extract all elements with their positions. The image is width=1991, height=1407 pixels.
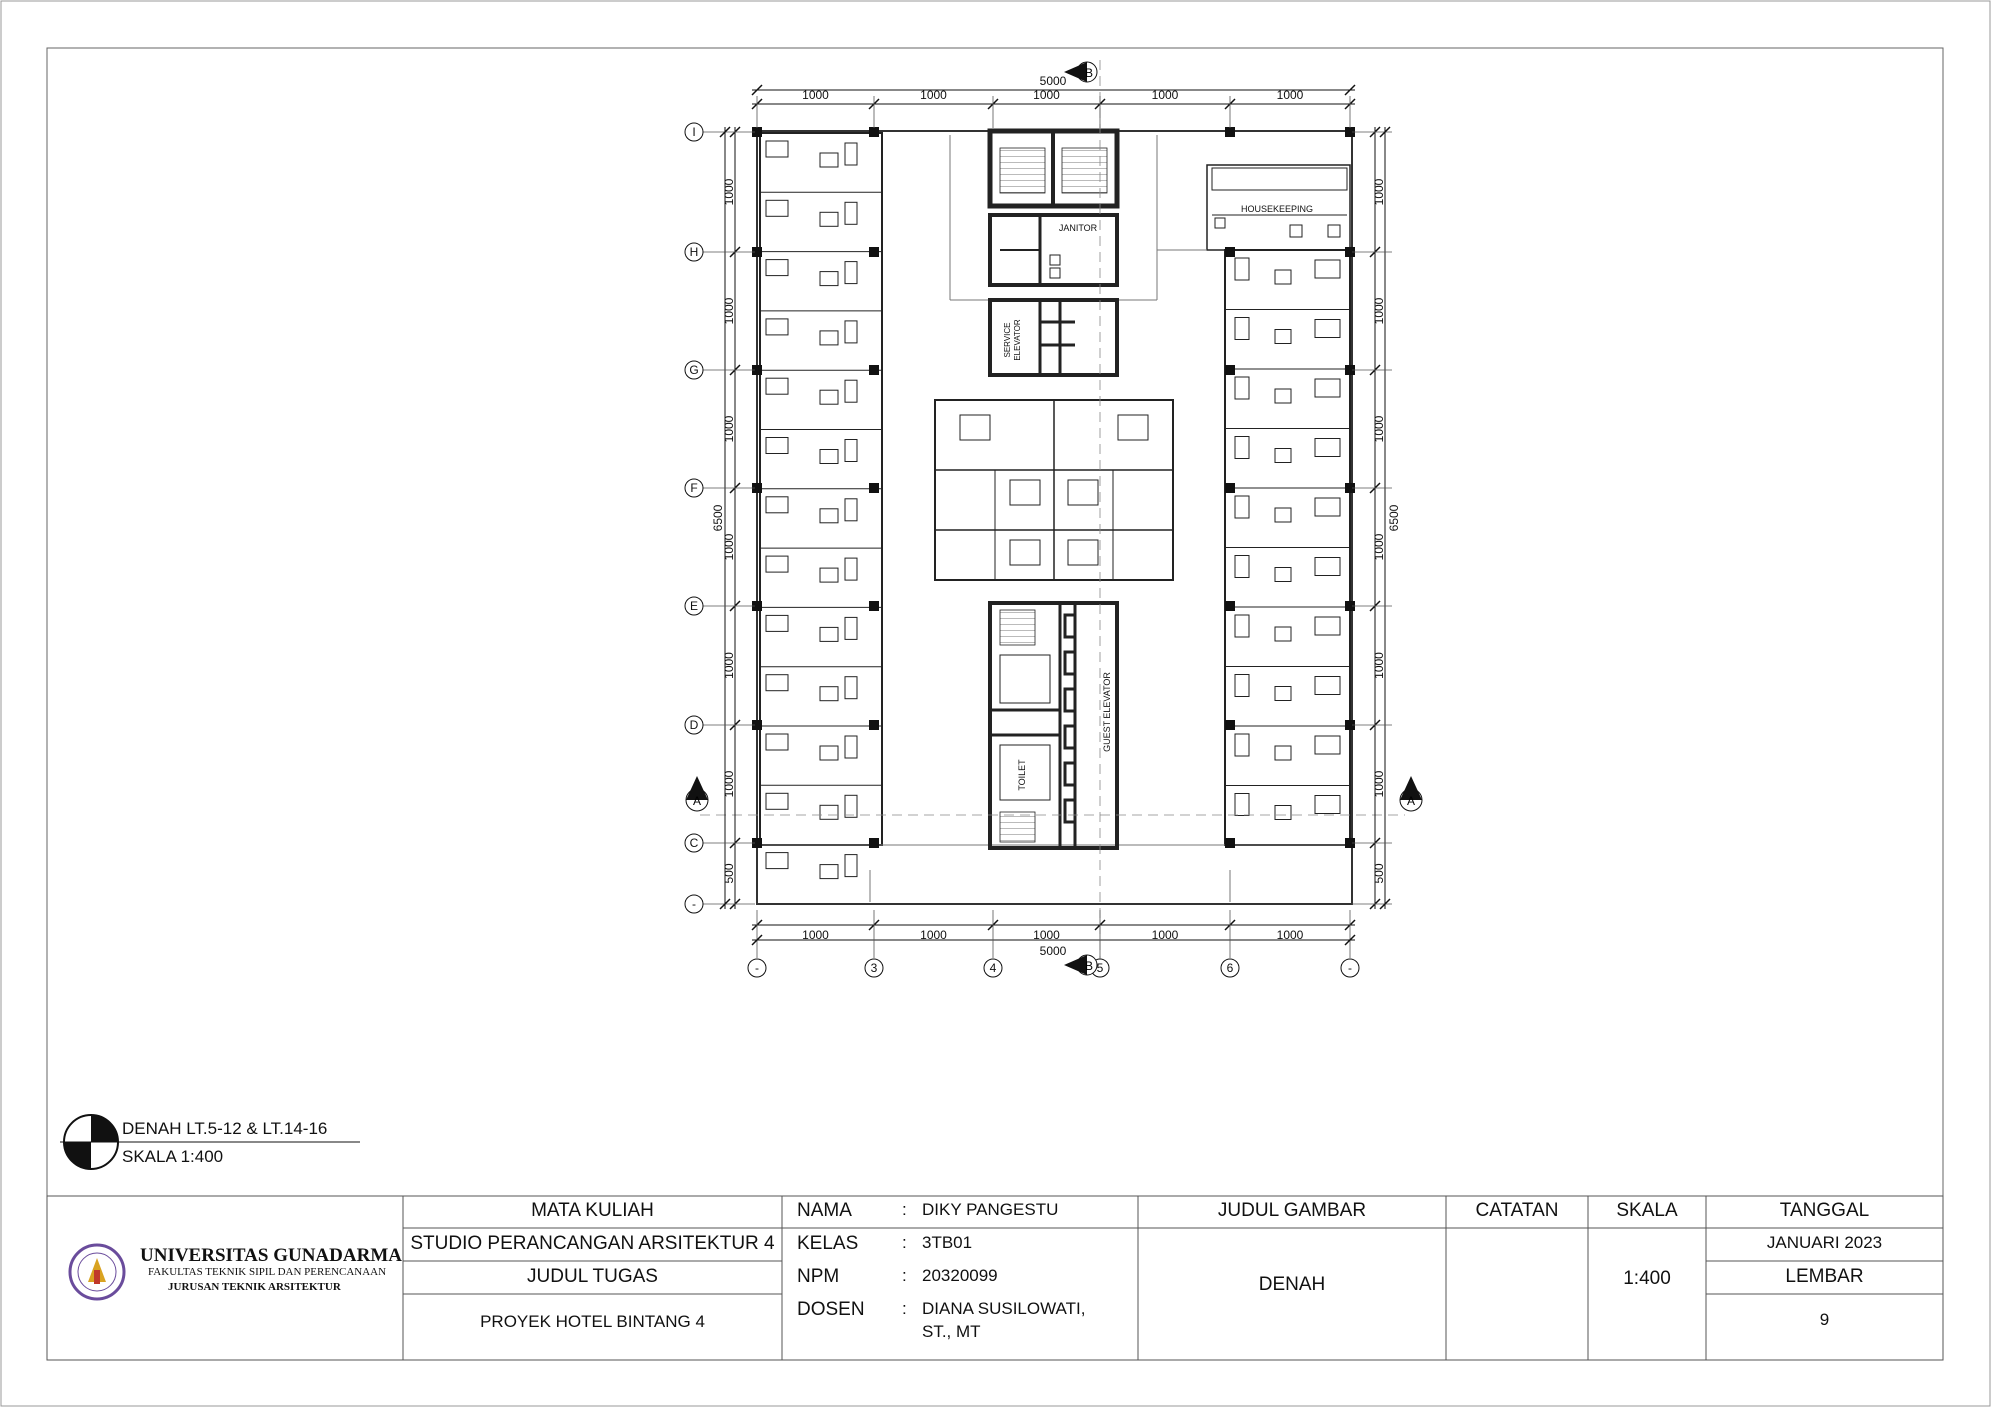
left-room-bath xyxy=(845,321,857,343)
guest-elevator-car xyxy=(1065,652,1075,674)
dosen-value-line2: ST., MT xyxy=(922,1322,981,1341)
left-room-bed xyxy=(766,853,788,869)
left-dimension-2: 1000 xyxy=(722,415,736,443)
nama-label: NAMA xyxy=(797,1200,852,1221)
judul-tugas-value: PROYEK HOTEL BINTANG 4 xyxy=(480,1312,705,1331)
left-room-bath xyxy=(845,736,857,758)
right-room-bed xyxy=(1315,736,1340,754)
top-dimension-chain xyxy=(752,74,1355,128)
grid-label-row-7: - xyxy=(692,897,696,911)
right-room-furniture xyxy=(1275,508,1291,522)
grid-label-col-5: - xyxy=(1348,961,1352,975)
grid-label-row-4: E xyxy=(689,599,699,613)
janitor-label: JANITOR xyxy=(1058,223,1098,233)
top-dimension-2: 1000 xyxy=(1033,88,1060,102)
left-room-furniture xyxy=(820,627,838,641)
right-room-bath xyxy=(1235,794,1249,816)
tanggal-value: JANUARI 2023 xyxy=(1766,1233,1883,1252)
column-6-1 xyxy=(869,838,879,848)
right-room-bath xyxy=(1235,556,1249,578)
left-room-furniture xyxy=(820,746,838,760)
skala-label: SKALA xyxy=(1616,1200,1678,1221)
top-dimension-4: 1000 xyxy=(1276,88,1304,102)
university-name: UNIVERSITAS GUNADARMA xyxy=(140,1245,402,1266)
bottom-dimension-4: 1000 xyxy=(1276,928,1304,942)
kelas-label: KELAS xyxy=(797,1233,859,1254)
right-room-bed xyxy=(1315,320,1340,338)
top-dimension-3: 1000 xyxy=(1151,88,1179,102)
grid-label-row-0: I xyxy=(692,125,696,139)
left-room-bed xyxy=(766,734,788,750)
right-room-bed xyxy=(1315,558,1340,576)
dosen-colon: : xyxy=(902,1299,907,1318)
left-dimension-4: 1000 xyxy=(722,652,736,679)
bottom-dimension-chain xyxy=(752,910,1355,958)
top-dimension-total: 5000 xyxy=(1039,74,1067,88)
column-0-2 xyxy=(1225,127,1235,137)
left-room-furniture xyxy=(820,450,838,464)
right-dimension-2: 1000 xyxy=(1372,415,1386,443)
department-name: JURUSAN TEKNIK ARSITEKTUR xyxy=(168,1281,341,1293)
right-dimension-0: 1000 xyxy=(1372,178,1386,206)
right-room-bed xyxy=(1315,677,1340,695)
left-room-bath xyxy=(845,795,857,817)
central-suites xyxy=(935,400,1173,580)
column-5-2 xyxy=(1225,720,1235,730)
floor-plan xyxy=(700,60,1405,960)
svg-text:B: B xyxy=(1084,66,1094,80)
svg-text:A: A xyxy=(692,794,702,808)
svg-text:B: B xyxy=(1084,959,1094,973)
service-elevator-label-1: SERVICE xyxy=(1003,322,1012,358)
right-dimension-1: 1000 xyxy=(1372,297,1386,325)
left-room-bath xyxy=(845,617,857,639)
left-room-furniture xyxy=(820,509,838,523)
left-guest-rooms xyxy=(760,133,882,879)
left-room-bed xyxy=(766,141,788,157)
left-room-bed xyxy=(766,260,788,276)
right-room-furniture xyxy=(1275,449,1291,463)
grid-label-row-3: F xyxy=(690,481,698,495)
npm-label: NPM xyxy=(797,1266,840,1287)
grid-label-col-4: 6 xyxy=(1226,961,1234,975)
right-guest-rooms xyxy=(1225,250,1350,845)
judul-tugas-label: JUDUL TUGAS xyxy=(527,1266,658,1287)
outer-border xyxy=(1,1,1990,1406)
left-room-furniture xyxy=(820,153,838,167)
guest-elevator-car xyxy=(1065,689,1075,711)
left-room-bath xyxy=(845,499,857,521)
left-room-bed xyxy=(766,675,788,691)
left-room-bath xyxy=(845,558,857,580)
left-dimension-3: 1000 xyxy=(722,533,736,561)
dosen-label: DOSEN xyxy=(797,1299,865,1320)
section-marker-a-left xyxy=(686,776,708,811)
grid-label-col-3: 5 xyxy=(1096,961,1104,975)
left-dimension-1: 1000 xyxy=(722,297,736,325)
grid-label-col-2: 4 xyxy=(989,961,997,975)
mata-kuliah-label: MATA KULIAH xyxy=(531,1200,654,1221)
right-room-bath xyxy=(1235,377,1249,399)
right-room-bath xyxy=(1235,615,1249,637)
guest-elevator-car xyxy=(1065,615,1075,637)
right-dimension-6: 500 xyxy=(1372,863,1386,884)
npm-value: 20320099 xyxy=(922,1266,998,1285)
grid-label-row-5: D xyxy=(689,718,699,732)
right-room-bed xyxy=(1315,498,1340,516)
left-room-bed xyxy=(766,793,788,809)
right-dimension-5: 1000 xyxy=(1372,770,1386,798)
faculty-name: FAKULTAS TEKNIK SIPIL DAN PERENCANAAN xyxy=(148,1266,387,1278)
right-room-bed xyxy=(1315,439,1340,457)
skala-value: 1:400 xyxy=(1623,1268,1671,1289)
left-room-bath xyxy=(845,380,857,402)
npm-colon: : xyxy=(902,1266,907,1285)
left-room-furniture xyxy=(820,568,838,582)
left-room-bed xyxy=(766,556,788,572)
right-room-bath xyxy=(1235,318,1249,340)
column-6-2 xyxy=(1225,838,1235,848)
guest-elevator-car xyxy=(1065,763,1075,785)
grid-label-col-0: - xyxy=(755,961,759,975)
right-room-furniture xyxy=(1275,627,1291,641)
left-dimension-6: 500 xyxy=(722,863,736,884)
guest-elevator-car xyxy=(1065,800,1075,822)
lembar-label: LEMBAR xyxy=(1785,1266,1864,1287)
right-room-furniture xyxy=(1275,746,1291,760)
bottom-dimension-0: 1000 xyxy=(802,928,829,942)
guest-elevator-label: GUEST ELEVATOR xyxy=(1102,672,1112,752)
bottom-dimension-2: 1000 xyxy=(1033,928,1060,942)
left-room-bed xyxy=(766,615,788,631)
dosen-value-line1: DIANA SUSILOWATI, xyxy=(922,1299,1086,1318)
left-room-furniture xyxy=(820,212,838,226)
left-dimension-total: 6500 xyxy=(711,504,725,532)
left-room-furniture xyxy=(820,865,838,879)
left-room-bath xyxy=(845,855,857,877)
right-room-bed xyxy=(1315,617,1340,635)
left-room-bed xyxy=(766,438,788,454)
right-room-bed xyxy=(1315,260,1340,278)
right-room-furniture xyxy=(1275,330,1291,344)
kelas-colon: : xyxy=(902,1233,907,1252)
right-dimension-4: 1000 xyxy=(1372,652,1386,679)
right-room-furniture xyxy=(1275,806,1291,820)
left-room-furniture xyxy=(820,272,838,286)
column-3-2 xyxy=(1225,483,1235,493)
section-marker-b-bottom xyxy=(1064,955,1097,975)
left-room-bed xyxy=(766,497,788,513)
bottom-dimension-1: 1000 xyxy=(920,928,947,942)
catatan-label: CATATAN xyxy=(1475,1200,1559,1221)
drawing-title-scale: SKALA 1:400 xyxy=(122,1147,224,1166)
column-4-1 xyxy=(869,601,879,611)
left-room-bed xyxy=(766,319,788,335)
bottom-dimension-total: 5000 xyxy=(1039,944,1067,958)
tanggal-label: TANGGAL xyxy=(1779,1200,1870,1221)
right-room-bed xyxy=(1315,379,1340,397)
section-marker-b-top xyxy=(1064,62,1097,82)
column-2-1 xyxy=(869,365,879,375)
right-room-furniture xyxy=(1275,568,1291,582)
right-room-bed xyxy=(1315,796,1340,814)
service-elevator-label-2: ELEVATOR xyxy=(1013,319,1022,361)
left-room-bath xyxy=(845,440,857,462)
nama-colon: : xyxy=(902,1200,907,1219)
left-dimension-0: 1000 xyxy=(722,178,736,206)
right-room-bath xyxy=(1235,734,1249,756)
left-room-bed xyxy=(766,200,788,216)
left-room-furniture xyxy=(820,805,838,819)
grid-label-row-1: H xyxy=(689,245,699,259)
right-dimension-total: 6500 xyxy=(1387,504,1401,532)
right-room-bath xyxy=(1235,496,1249,518)
mata-kuliah-value: STUDIO PERANCANGAN ARSITEKTUR 4 xyxy=(410,1233,775,1254)
university-logo xyxy=(70,1245,124,1299)
left-dimension-5: 1000 xyxy=(722,770,736,798)
left-room-furniture xyxy=(820,390,838,404)
kelas-value: 3TB01 xyxy=(922,1233,973,1252)
judul-gambar-value: DENAH xyxy=(1258,1274,1326,1295)
right-room-bath xyxy=(1235,437,1249,459)
right-dimension-chain xyxy=(1352,127,1401,909)
left-room-bed xyxy=(766,378,788,394)
top-dimension-1: 1000 xyxy=(920,88,947,102)
section-marker-a-right xyxy=(1400,776,1422,811)
column-4-2 xyxy=(1225,601,1235,611)
column-5-1 xyxy=(869,720,879,730)
guest-elevator-car xyxy=(1065,726,1075,748)
grid-label-col-1: 3 xyxy=(870,961,878,975)
right-room-furniture xyxy=(1275,687,1291,701)
nama-value: DIKY PANGESTU xyxy=(922,1200,1059,1219)
lower-core xyxy=(990,603,1117,848)
sheet-border xyxy=(47,48,1943,1360)
top-dimension-0: 1000 xyxy=(802,88,829,102)
judul-gambar-label: JUDUL GAMBAR xyxy=(1217,1200,1367,1221)
right-room-bath xyxy=(1235,258,1249,280)
grid-label-row-2: G xyxy=(689,363,699,377)
grid-label-row-6: C xyxy=(689,836,699,850)
toilet-label: TOILET xyxy=(1017,759,1027,791)
left-room-bath xyxy=(845,143,857,165)
left-dimension-chain xyxy=(700,127,755,909)
column-1-2 xyxy=(1225,247,1235,257)
housekeeping-label: HOUSEKEEPING xyxy=(1240,204,1314,214)
column-2-2 xyxy=(1225,365,1235,375)
column-0-1 xyxy=(869,127,879,137)
right-room-bath xyxy=(1235,675,1249,697)
left-room-bath xyxy=(845,262,857,284)
lembar-value: 9 xyxy=(1819,1310,1830,1329)
bottom-dimension-3: 1000 xyxy=(1151,928,1179,942)
right-room-furniture xyxy=(1275,389,1291,403)
svg-text:A: A xyxy=(1406,794,1416,808)
left-room-furniture xyxy=(820,687,838,701)
right-room-furniture xyxy=(1275,270,1291,284)
left-room-furniture xyxy=(820,331,838,345)
left-room-bath xyxy=(845,677,857,699)
column-1-1 xyxy=(869,247,879,257)
column-3-1 xyxy=(869,483,879,493)
right-dimension-3: 1000 xyxy=(1372,533,1386,561)
drawing-title-name: DENAH LT.5-12 & LT.14-16 xyxy=(122,1119,328,1138)
left-room-bath xyxy=(845,202,857,224)
